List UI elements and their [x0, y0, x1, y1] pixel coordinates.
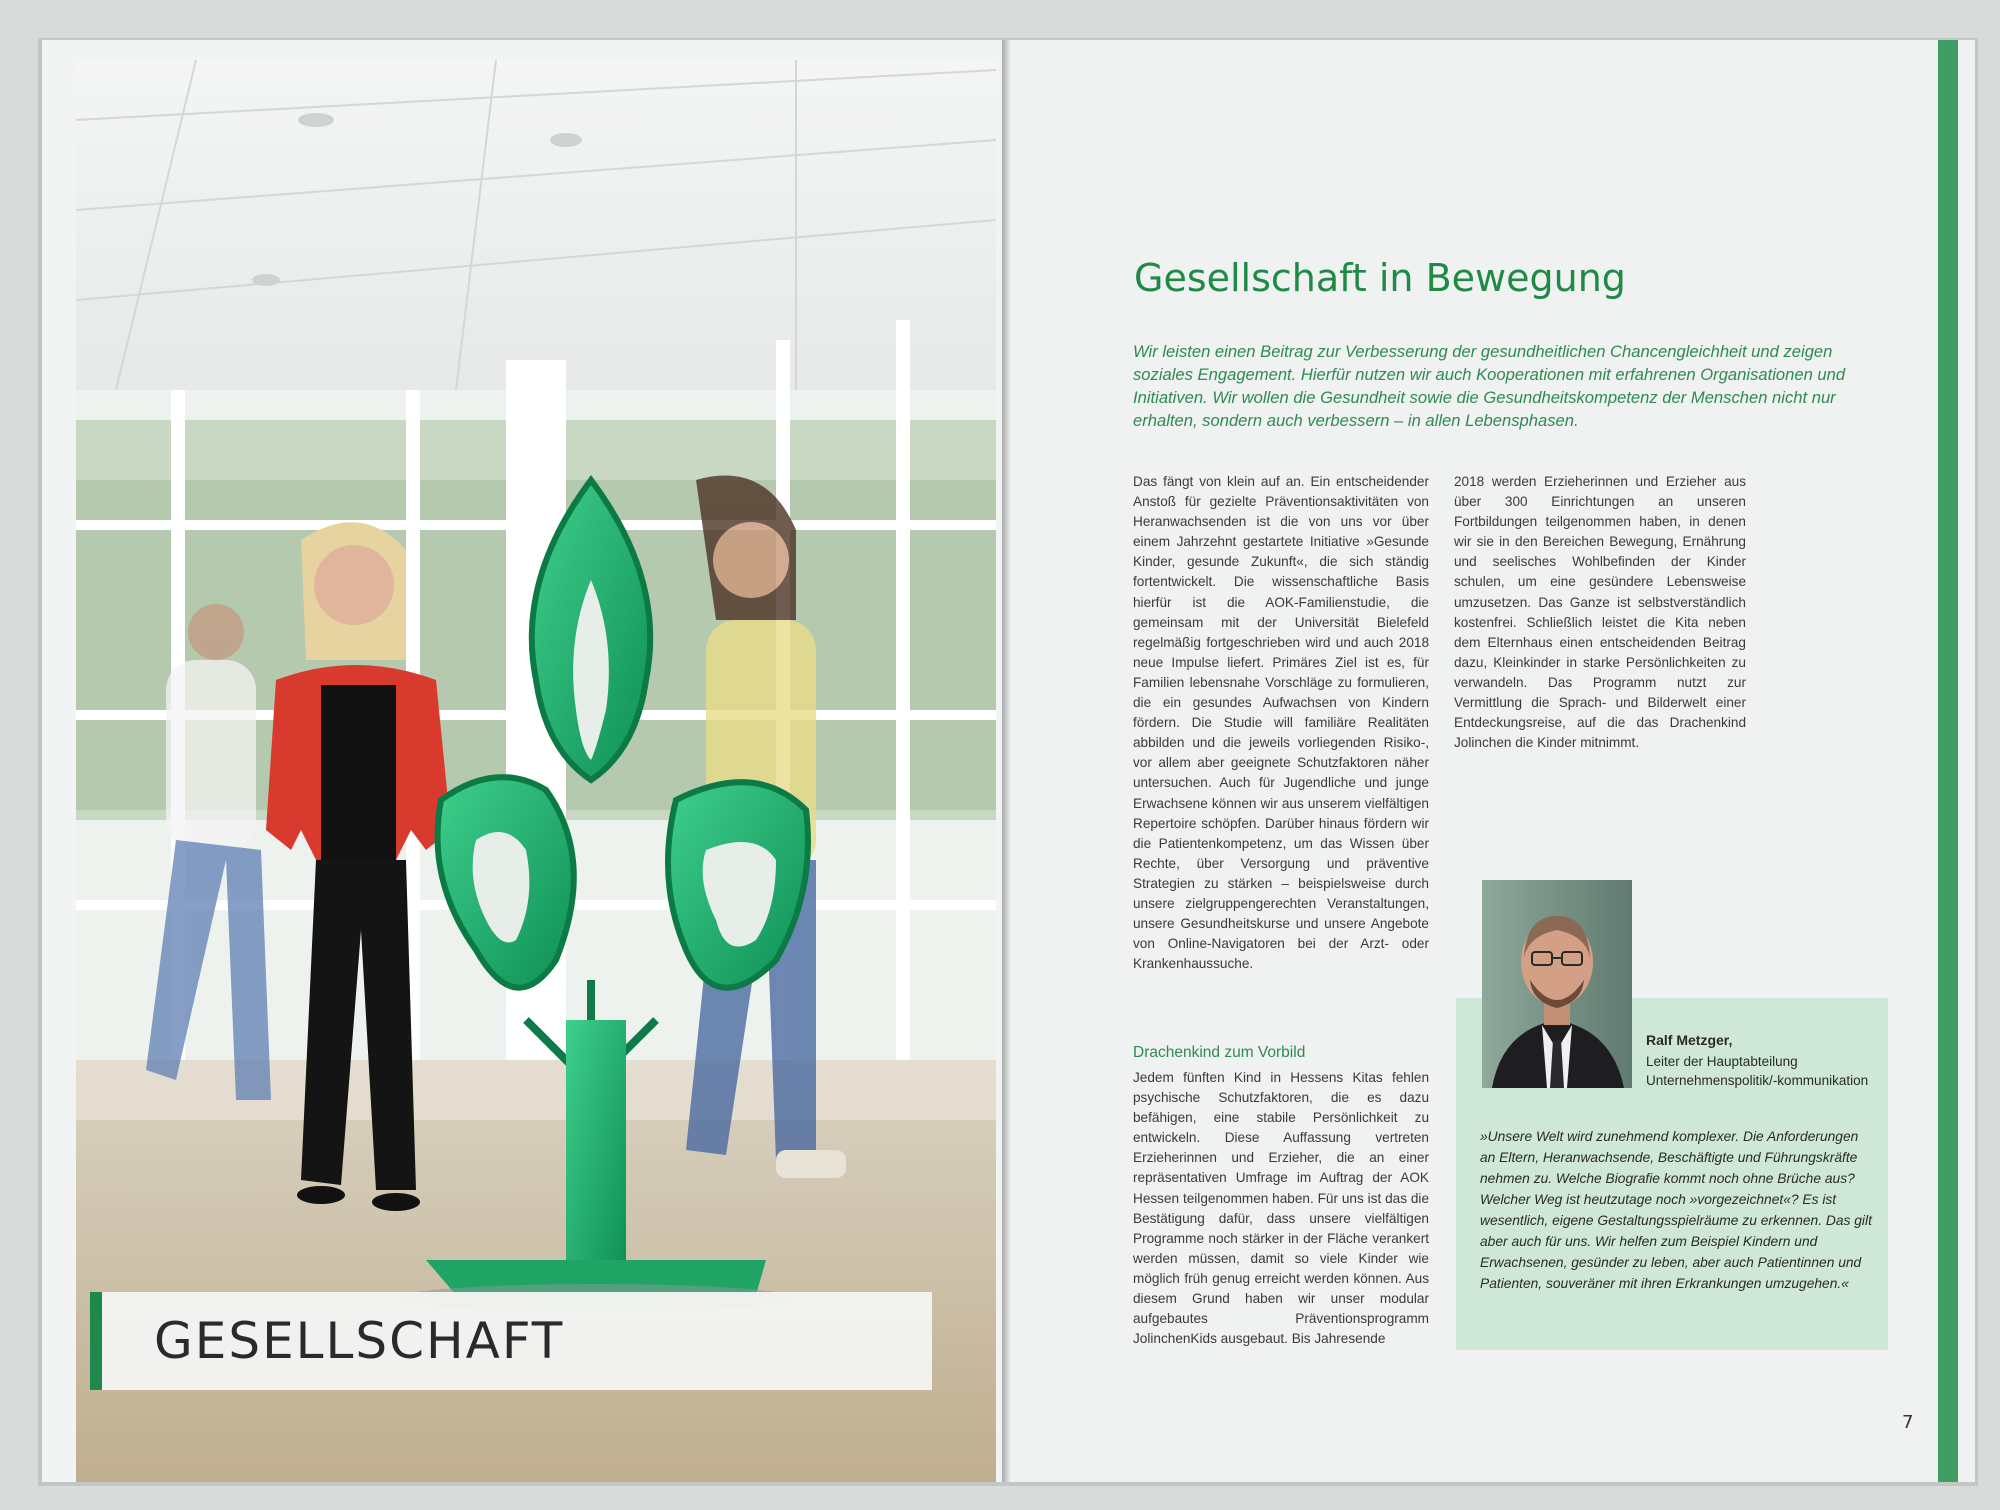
body-column-1-continued: Jedem fünften Kind in Hessens Kitas fehlen psychische Schutzfaktoren, die es dazu befähigen, eine stabile Persönlichkeit zu entwickeln. Diese Auffassung vertreten Erzieherinnen und Erzieher, die an einer repräsentativen Umfrage im Auftrag der AOK Hessen teilgenommen haben. Für uns ist das die Bestätigung dafür, dass unsere vielfältigen Programme noch stärker in der Fläche verankert werden müssen, damit so viele Kinder wie möglich früh genug erreicht werden können. Aus diesem Grund haben wir unser modular aufgebautes Präventionsprogramm JolinchenKids ausgebaut. Bis Jahresende	[1133, 1070, 1429, 1347]
page-number: 7	[1902, 1412, 1914, 1433]
person-role: Leiter der Hauptabteilung Unternehmenspolitik/-kommunikation	[1646, 1054, 1869, 1088]
office-photo	[76, 60, 996, 1482]
page-headline: Gesellschaft in Bewegung	[1134, 256, 1626, 300]
body-column-1: Das fängt von klein auf an. Ein entscheidender Anstoß für gezielte Präventionsaktivitäten von Heranwachsenden ist die von uns vor über einem Jahrzehnt gestartete Initiative »Gesunde Kinder, gesunde Zukunft«, die sich ständig fortentwickelt. Die wissenschaftliche Basis hierfür ist die AOK-Familienstudie, die gemeinsam mit der Universität Bielefeld regelmäßig fortgeschrieben wird und auch 2018 neue Impulse liefert. Primäres Ziel ist es, für Familien lebensnahe Vorschläge zu formulieren, die ein gesundes Aufwachsen von Kindern fördern. Die Studie will familiäre Realitäten abbilden und die jeweils vorliegenden Risiko-, vor allem aber geeignete Schutzfaktoren näher untersuchen. Auch für Jugendliche und junge Erwachsene können wir aus unserem vielfältigen Repertoire schöpfen. Darüber hinaus fördern wir die Patientenkompetenz, um das Wissen über Rechte, über Versorgung und präventive Strategien zu stärken – beispielsweise durch unsere zielgruppengerechten Veranstaltungen, unsere Gesundheitskurse und unsere Angebote von Online-Navigatoren bei der Arzt- oder Krankenhaussuche.	[1133, 474, 1429, 972]
left-page	[42, 40, 1002, 1482]
body-column-2: 2018 werden Erzieherinnen und Erzieher aus über 300 Einrichtungen an unseren Fortbildungen teilgenommen haben, in denen wir sie in den Bereichen Bewegung, Ernährung und seelisches Wohlbefinden der Kinder schulen, um eine gesündere Lebensweise umzusetzen. Das Ganze ist selbstverständlich kostenfrei. Schließlich leistet die Kita neben dem Elternhaus einen entscheidenden Beitrag dazu, Kleinkinder in starke Persönlichkeiten zu verwandeln. Das Programm nutzt zur Vermittlung die Sprach- und Bilderwelt einer Entdeckungsreise, auf die das Drachenkind Jolinchen die Kinder mitnimmt.	[1454, 474, 1746, 751]
section-accent-bar	[90, 1292, 102, 1390]
section-title: GESELLSCHAFT	[154, 1312, 565, 1370]
page-gutter	[1002, 40, 1010, 1482]
quote-text: »Unsere Welt wird zunehmend komplexer. Die Anforderungen an Eltern, Heranwachsende, Beschäftigte und Führungskräfte nehmen zu. Welche Biografie kommt noch ohne Brüche aus? Welcher Weg ist heutzutage noch »vorgezeichnet«? Es ist wesentlich, eigene Gestaltungsspielräume zu erkennen. Das gilt aber auch für uns. Wir helfen zum Beispiel Kindern und Erwachsenen, gesünder zu leben, aber auch Patientinnen und Patienten, souveräner mit ihren Erkrankungen umzugehen.«	[1480, 1129, 1872, 1291]
portrait-photo	[1482, 880, 1632, 1088]
intro-paragraph: Wir leisten einen Beitrag zur Verbesserung der gesundheitlichen Chancengleichheit und zeigen soziales Engagement. Hierfür nutzen wir auch Kooperationen mit erfahrenen Organisationen und Initiativen. Wir wollen die Gesundheit sowie die Gesundheitskompetenz der Menschen nicht nur erhalten, sondern auch verbessern – in allen Lebensphasen.	[1133, 342, 1846, 430]
green-edge-stripe	[1938, 40, 1958, 1482]
person-name: Ralf Metzger,	[1646, 1032, 1733, 1048]
subheading: Drachenkind zum Vorbild	[1133, 1044, 1306, 1061]
